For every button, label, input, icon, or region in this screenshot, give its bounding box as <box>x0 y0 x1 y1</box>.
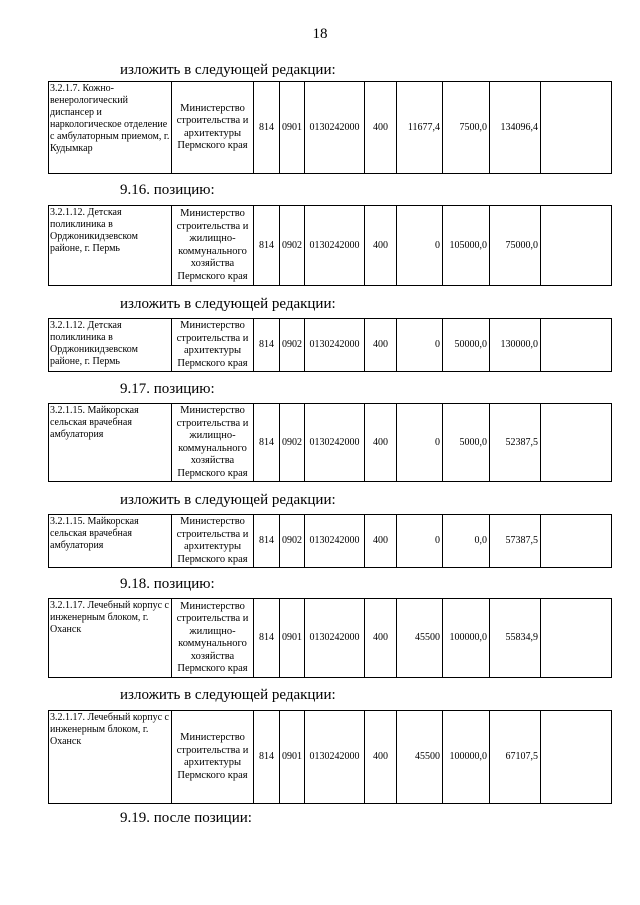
section-heading: 9.17. позицию: <box>120 381 215 397</box>
position-table <box>48 598 612 678</box>
code-section: 0901 <box>280 711 305 804</box>
section-heading: изложить в следующей редакции: <box>120 62 336 78</box>
position-table <box>48 318 612 372</box>
value-2: 7500,0 <box>443 82 490 174</box>
value-3: 57387,5 <box>490 515 541 568</box>
value-4 <box>541 599 612 678</box>
value-3: 67107,5 <box>490 711 541 804</box>
code-gr: 814 <box>254 82 280 174</box>
section-heading: 9.18. позицию: <box>120 576 215 592</box>
code-target: 0130242000 <box>305 404 365 482</box>
value-3: 75000,0 <box>490 206 541 286</box>
value-2: 50000,0 <box>443 319 490 372</box>
code-type: 400 <box>365 319 397 372</box>
position-table <box>48 514 612 568</box>
position-table <box>48 710 612 804</box>
value-1: 45500 <box>397 711 443 804</box>
code-gr: 814 <box>254 515 280 568</box>
code-gr: 814 <box>254 206 280 286</box>
code-gr: 814 <box>254 404 280 482</box>
code-type: 400 <box>365 711 397 804</box>
position-name: 3.2.1.12. Детская поликлиника в Орджоникидзевском районе, г. Пермь <box>49 319 172 372</box>
ministry: Министерство строительства и архитектуры Пермского края <box>172 319 254 372</box>
value-4 <box>541 515 612 568</box>
position-table <box>48 403 612 482</box>
code-target: 0130242000 <box>305 82 365 174</box>
value-2: 100000,0 <box>443 711 490 804</box>
code-type: 400 <box>365 515 397 568</box>
value-4 <box>541 319 612 372</box>
position-name: 3.2.1.12. Детская поликлиника в Орджоникидзевском районе, г. Пермь <box>49 206 172 286</box>
value-2: 105000,0 <box>443 206 490 286</box>
value-2: 5000,0 <box>443 404 490 482</box>
code-target: 0130242000 <box>305 515 365 568</box>
ministry: Министерство строительства и архитектуры Пермского края <box>172 711 254 804</box>
value-1: 11677,4 <box>397 82 443 174</box>
code-section: 0902 <box>280 319 305 372</box>
code-gr: 814 <box>254 711 280 804</box>
code-target: 0130242000 <box>305 319 365 372</box>
code-section: 0901 <box>280 82 305 174</box>
page-number: 18 <box>312 26 328 42</box>
ministry: Министерство строительства и жилищно-коммунального хозяйства Пермского края <box>172 404 254 482</box>
code-type: 400 <box>365 82 397 174</box>
code-target: 0130242000 <box>305 711 365 804</box>
code-type: 400 <box>365 599 397 678</box>
ministry: Министерство строительства и жилищно-коммунального хозяйства Пермского края <box>172 599 254 678</box>
value-3: 134096,4 <box>490 82 541 174</box>
section-heading: изложить в следующей редакции: <box>120 687 336 703</box>
footer-heading: 9.19. после позиции: <box>120 810 252 826</box>
code-type: 400 <box>365 404 397 482</box>
ministry: Министерство строительства и архитектуры Пермского края <box>172 82 254 174</box>
code-section: 0902 <box>280 515 305 568</box>
code-target: 0130242000 <box>305 206 365 286</box>
value-3: 52387,5 <box>490 404 541 482</box>
value-3: 130000,0 <box>490 319 541 372</box>
value-2: 100000,0 <box>443 599 490 678</box>
position-name: 3.2.1.17. Лечебный корпус с инженерным блоком, г. Оханск <box>49 599 172 678</box>
code-section: 0901 <box>280 599 305 678</box>
value-1: 0 <box>397 404 443 482</box>
code-type: 400 <box>365 206 397 286</box>
value-4 <box>541 711 612 804</box>
position-name: 3.2.1.15. Майкорская сельская врачебная амбулатория <box>49 404 172 482</box>
position-table <box>48 81 612 174</box>
code-section: 0902 <box>280 404 305 482</box>
section-heading: изложить в следующей редакции: <box>120 492 336 508</box>
value-1: 0 <box>397 206 443 286</box>
code-gr: 814 <box>254 319 280 372</box>
value-2: 0,0 <box>443 515 490 568</box>
value-4 <box>541 404 612 482</box>
ministry: Министерство строительства и жилищно-коммунального хозяйства Пермского края <box>172 206 254 286</box>
position-table <box>48 205 612 286</box>
code-gr: 814 <box>254 599 280 678</box>
value-3: 55834,9 <box>490 599 541 678</box>
value-1: 45500 <box>397 599 443 678</box>
position-name: 3.2.1.15. Майкорская сельская врачебная амбулатория <box>49 515 172 568</box>
position-name: 3.2.1.17. Лечебный корпус с инженерным блоком, г. Оханск <box>49 711 172 804</box>
ministry: Министерство строительства и архитектуры Пермского края <box>172 515 254 568</box>
section-heading: изложить в следующей редакции: <box>120 296 336 312</box>
code-section: 0902 <box>280 206 305 286</box>
value-4 <box>541 206 612 286</box>
code-target: 0130242000 <box>305 599 365 678</box>
value-4 <box>541 82 612 174</box>
value-1: 0 <box>397 319 443 372</box>
position-name: 3.2.1.7. Кожно-венерологический диспансер и наркологическое отделение с амбулаторным приемом, г. Кудымкар <box>49 82 172 174</box>
value-1: 0 <box>397 515 443 568</box>
section-heading: 9.16. позицию: <box>120 182 215 198</box>
